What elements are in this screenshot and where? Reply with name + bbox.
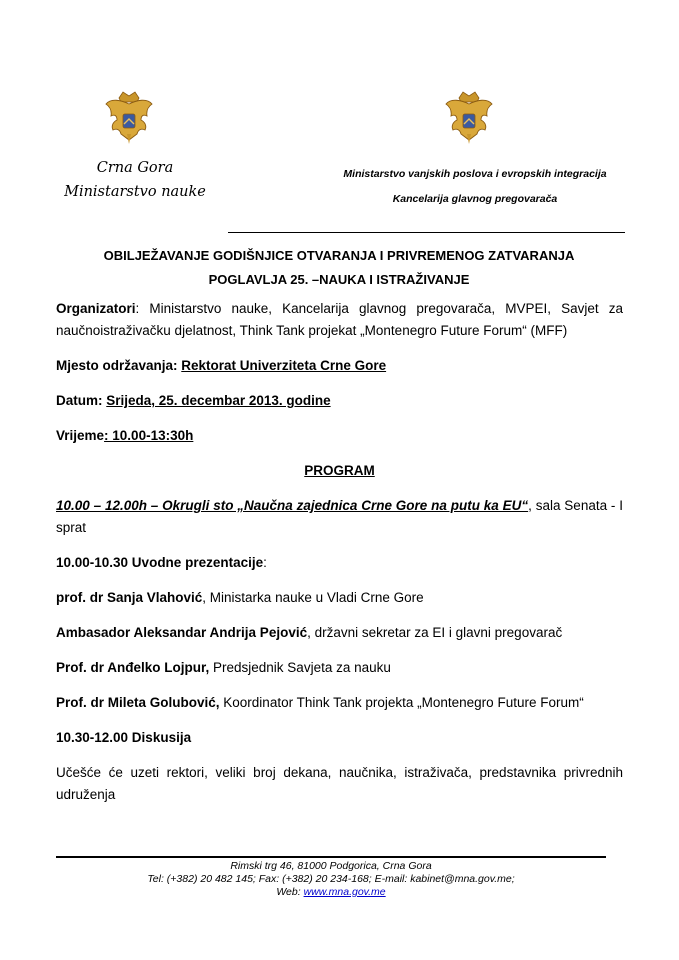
venue-paragraph: Mjesto održavanja: Rektorat Univerziteta Crne Gore xyxy=(56,358,387,373)
venue-value: Rektorat Univerziteta Crne Gore xyxy=(181,358,387,373)
time-paragraph xyxy=(56,425,623,447)
organizers-paragraph xyxy=(56,298,623,342)
speaker-role: , državni sekretar za EI i glavni pregovarač xyxy=(307,625,563,640)
speaker-name: Prof. dr Anđelko Lojpur, xyxy=(56,660,210,675)
country-name: Crna Gora xyxy=(96,160,174,176)
date-label: Datum xyxy=(56,393,99,408)
document-title xyxy=(56,244,622,292)
participants-paragraph: Učešće će uzeti rektori, veliki broj dekana, naučnika, istraživača, predstavnika privrednih udruženja xyxy=(56,765,623,802)
left-ministry-block xyxy=(55,156,215,204)
speaker-role: Predsjednik Savjeta za nauku xyxy=(209,660,391,675)
speaker-role: , Ministarka nauke u Vladi Crne Gore xyxy=(202,590,424,605)
title-line-2: POGLAVLJA 25. –NAUKA I ISTRAŽIVANJE xyxy=(208,272,470,287)
discussion-paragraph xyxy=(56,727,623,749)
foreign-ministry-name: Ministarstvo vanjskih poslova i evropskih integracija xyxy=(343,168,607,180)
title-line-1: OBILJEŽAVANJE GODIŠNJICE OTVARANJA I PRIVREMENOG ZATVARANJA xyxy=(103,248,575,263)
speaker-name: prof. dr Sanja Vlahović xyxy=(56,590,203,605)
negotiator-office-name: Kancelarija glavnog pregovarača xyxy=(392,193,558,205)
intro-paragraph: 10.00-10.30 Uvodne prezentacije: xyxy=(56,555,267,570)
session-title: 10.00 – 12.00h – Okrugli sto „Naučna zajednica Crne Gore na putu ka EU“ xyxy=(56,498,529,513)
footer-contact: Tel: (+382) 20 482 145; Fax: (+382) 20 234-168; E-mail: kabinet@mna.gov.me; xyxy=(147,873,515,885)
date-paragraph: Datum: Srijeda, 25. decembar 2013. godine xyxy=(56,393,331,408)
speaker-name: Ambasador Aleksandar Andrija Pejović xyxy=(56,625,308,640)
organizers-label: Organizatori xyxy=(56,301,136,316)
organizers-text: : Ministarstvo nauke, Kancelarija glavnog pregovarača, MVPEI, Savjet za naučnoistraživačku djelatnost, Think Tank projekat „Montenegro Future Forum“ (MFF) xyxy=(56,301,623,338)
montenegro-coat-of-arms-icon xyxy=(103,90,155,146)
speaker-item xyxy=(56,622,623,644)
montenegro-coat-of-arms-icon xyxy=(443,90,495,146)
header-divider xyxy=(228,232,625,233)
footer-address: Rimski trg 46, 81000 Podgorica, Crna Gora xyxy=(230,860,432,872)
intro-label: 10.00-10.30 Uvodne prezentacije xyxy=(56,555,264,570)
ministry-name: Ministarstvo nauke xyxy=(64,184,206,200)
speaker-item xyxy=(56,657,623,679)
program-heading: PROGRAM xyxy=(304,463,375,478)
discussion-label: 10.30-12.00 Diskusija xyxy=(56,730,192,745)
website-link[interactable]: www.mna.gov.me xyxy=(303,886,386,898)
time-value: : 10.00-13:30h xyxy=(104,428,194,443)
speaker-name: Prof. dr Mileta Golubović, xyxy=(56,695,220,710)
speaker-item xyxy=(56,587,623,609)
document-body xyxy=(56,298,623,819)
speaker-role: Koordinator Think Tank projekta „Montenegro Future Forum“ xyxy=(219,695,584,710)
speaker-item xyxy=(56,692,623,714)
session-paragraph xyxy=(56,495,623,539)
session-location: , sala Senata - I sprat xyxy=(56,498,623,535)
footer-web: Web: www.mna.gov.me xyxy=(276,886,386,898)
date-value: Srijeda, 25. decembar 2013. godine xyxy=(106,393,331,408)
venue-label: Mjesto održavanja xyxy=(56,358,174,373)
time-label: Vrijeme xyxy=(56,428,105,443)
footer-divider xyxy=(56,856,606,858)
footer xyxy=(56,860,606,899)
right-ministry-block xyxy=(310,162,640,212)
